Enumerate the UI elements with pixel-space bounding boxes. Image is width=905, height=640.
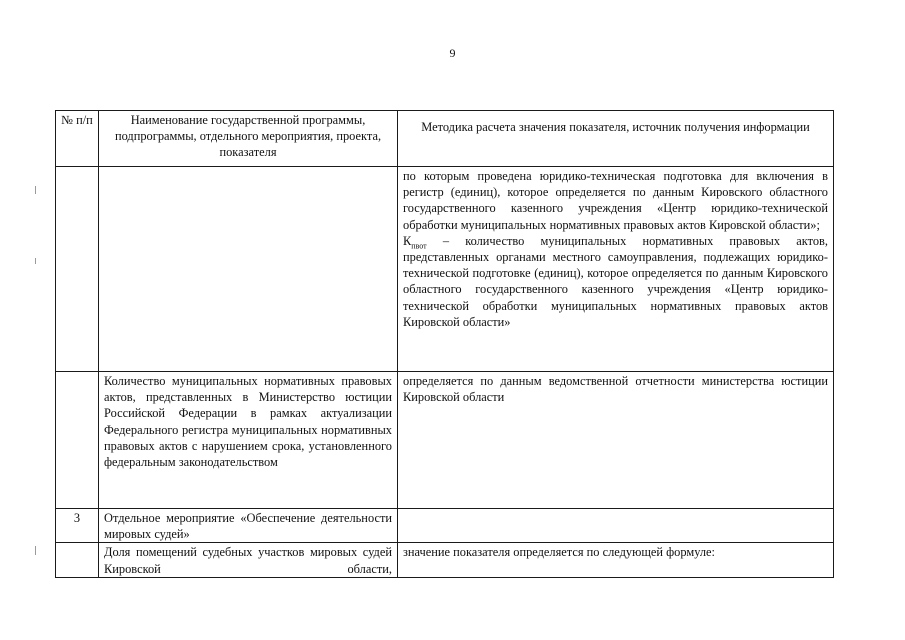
- table-header-row: [56, 111, 834, 167]
- page-number: 9: [449, 46, 456, 60]
- row-2-name: Количество муниципальных нормативных правовых актов, представленных в Министерство юстиции Российской Федерации в рамках актуализации Федерального регистра муниципальных нормативных правовых актов с нарушением срока, установленного федеральным законодательством: [99, 372, 398, 509]
- row-1-method-p2-text: – количество муниципальных нормативных правовых актов, представленных органами местного самоуправления, подлежащих юридико-технической подготовке (единиц), которое определяется по данным Кировского областного государственного казенного учреждения «Центр юридико-технической обработки муниципальных нормативных правовых актов Кировской области»: [403, 233, 828, 329]
- header-number: № п/п: [56, 111, 99, 167]
- row-2-number: [56, 372, 99, 509]
- row-2-method: определяется по данным ведомственной отчетности министерства юстиции Кировской области: [398, 372, 834, 509]
- scan-speck: [35, 186, 36, 194]
- row-3-method: [398, 509, 834, 543]
- header-method: [398, 111, 834, 167]
- table-row: [56, 543, 834, 577]
- row-1-number: [56, 167, 99, 372]
- scan-speck: [35, 258, 36, 264]
- row-1-name: [99, 167, 398, 372]
- indicator-table: [55, 110, 834, 578]
- row-1-method-p2: [403, 233, 828, 330]
- row-3-name: Отдельное мероприятие «Обеспечение деятельности мировых судей»: [99, 509, 398, 543]
- table-row: [56, 509, 834, 543]
- table-row: [56, 372, 834, 509]
- row-3-number: 3: [56, 509, 99, 543]
- table-row: [56, 167, 834, 372]
- k-subscript: пвот: [411, 241, 427, 251]
- row-1-method-p1: по которым проведена юридико-техническая подготовка для включения в регистр (единиц), которое определяется по данным Кировского областного государственного казенного учреждения «Центр юридико-технической обработки муниципальных нормативных правовых актов Кировской области»;: [403, 169, 828, 232]
- scan-speck: [35, 546, 36, 555]
- header-method-text: Методика расчета значения показателя, источник получения информации: [421, 120, 810, 134]
- row-4-number: [56, 543, 99, 577]
- row-4-name: Доля помещений судебных участков мировых судей Кировской области,: [99, 543, 398, 577]
- k-symbol: К: [403, 233, 412, 248]
- header-name: Наименование государственной программы, подпрограммы, отдельного мероприятия, проекта, показателя: [99, 111, 398, 167]
- row-4-method: значение показателя определяется по следующей формуле:: [398, 543, 834, 577]
- row-1-method: [398, 167, 834, 372]
